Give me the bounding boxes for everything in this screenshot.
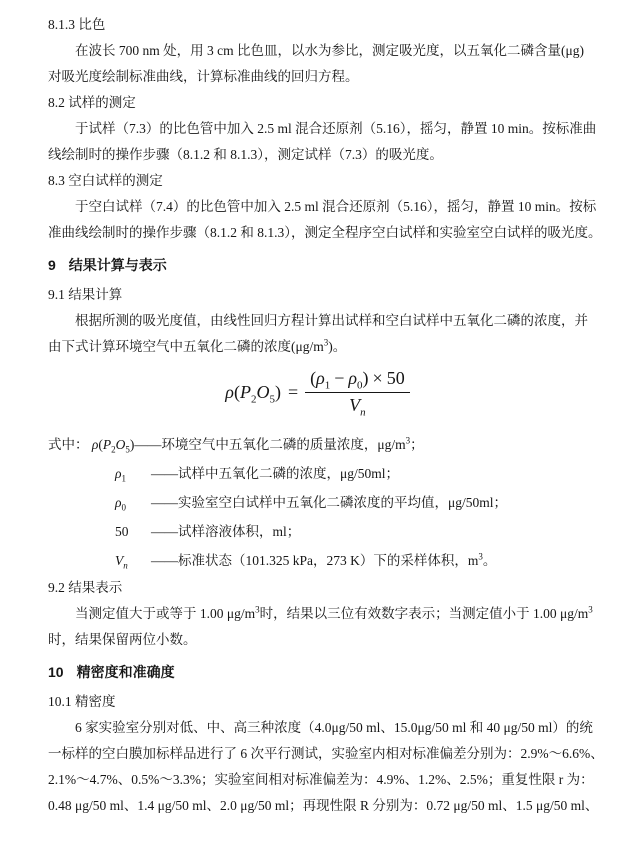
- v-symbol: V: [349, 395, 361, 415]
- rho1-symbol: ρ: [316, 368, 325, 388]
- section-number: 9: [48, 257, 56, 273]
- constant-50: 50: [115, 524, 129, 539]
- rho-symbol: ρ: [225, 381, 234, 402]
- subscript: 0: [121, 502, 126, 513]
- where-item-rho0: [48, 488, 587, 517]
- o-symbol: O: [256, 381, 270, 402]
- paren: (: [98, 437, 103, 452]
- paragraph-text: 时，结果以三位有效数字表示；当测定值小于 1.00 μg/m: [259, 606, 589, 621]
- paragraph-line: 准曲线绘制时的操作步骤（8.1.2 和 8.1.3），测定全程序空白试样和实验室空白试样的吸光度。: [48, 225, 602, 240]
- subscript: 2: [250, 393, 257, 406]
- section-heading-10: [48, 659, 587, 685]
- symbol: [115, 546, 151, 575]
- fraction-numerator: [305, 368, 410, 393]
- superscript: 3: [478, 551, 483, 562]
- where-clause-intro: [48, 430, 587, 459]
- superscript: 3: [405, 435, 411, 446]
- rho-symbol: ρ: [115, 495, 122, 510]
- section-heading-9: [48, 252, 587, 278]
- formula-lhs: [225, 381, 281, 406]
- section-heading-9-2: 9.2 结果表示: [48, 580, 123, 595]
- paren: ): [362, 368, 369, 388]
- subscript: n: [123, 560, 128, 571]
- v-symbol: V: [115, 553, 124, 568]
- em-dash: ——: [151, 466, 178, 481]
- paragraph-line: 于试样（7.3）的比色管中加入 2.5 ml 混合还原剂（5.16），摇匀，静置 10 min。按标准曲: [75, 121, 597, 136]
- paragraph-line: 6 家实验室分别对低、中、高三种浓度（4.0μg/50 ml、15.0μg/50 ml 和 40 μg/50 ml）的统: [75, 720, 593, 735]
- section-heading-8-1-3: 8.1.3 比色: [48, 17, 106, 32]
- superscript: 3: [588, 604, 593, 615]
- paragraph-line: 一标样的空白膜加标样品进行了 6 次平行测试，实验室内相对标准偏差分别为：2.9%～6.6%、: [48, 746, 604, 761]
- paragraph-text: )。: [328, 339, 347, 354]
- fraction-denominator: [305, 393, 410, 419]
- equals-sign: =: [287, 381, 299, 402]
- paren: ): [129, 437, 135, 452]
- p-symbol: P: [102, 437, 112, 452]
- superscript: 3: [323, 337, 329, 348]
- symbol-description: 试样中五氧化二磷的浓度，μg/50ml；: [178, 466, 399, 481]
- minus-sign: −: [334, 368, 345, 388]
- section-title: 精密度和准确度: [76, 664, 175, 680]
- subscript: 2: [111, 444, 116, 455]
- paragraph-line: 0.48 μg/50 ml、1.4 μg/50 ml、2.0 μg/50 ml；再现性限 R 分别为：0.72 μg/50 ml、1.5 μg/50 ml、: [48, 798, 599, 813]
- p-symbol: P: [239, 381, 251, 402]
- em-dash: ——: [134, 437, 162, 452]
- constant-50: 50: [386, 368, 405, 388]
- section-heading-10-1: 10.1 精密度: [48, 694, 116, 709]
- paragraph-line: [48, 334, 587, 360]
- section-title: 结果计算与表示: [68, 257, 167, 273]
- symbol: [115, 488, 151, 517]
- where-label: 式中：: [48, 437, 89, 452]
- rho0-symbol: ρ: [348, 368, 358, 388]
- paren: (: [310, 368, 317, 388]
- paragraph-line: 对吸光度绘制标准曲线，计算标准曲线的回归方程。: [48, 69, 359, 84]
- paragraph-line: 在波长 700 nm 处，用 3 cm 比色皿，以水为参比，测定吸光度，以五氧化二磷含量(μg): [75, 43, 584, 58]
- paragraph-line: 于空白试样（7.4）的比色管中加入 2.5 ml 混合还原剂（5.16），摇匀，静置 10 min。按标: [75, 199, 597, 214]
- em-dash: ——: [151, 495, 178, 510]
- fraction: [305, 368, 410, 419]
- paragraph-line: 2.1%～4.7%、0.5%～3.3%；实验室间相对标准偏差为：4.9%、1.2%、2.5%；重复性限 r 为：: [48, 772, 594, 787]
- symbol-description: 实验室空白试样中五氧化二磷浓度的平均值，μg/50ml；: [178, 495, 507, 510]
- subscript: 5: [125, 444, 130, 455]
- o-symbol: O: [115, 437, 126, 452]
- section-heading-8-2: 8.2 试样的测定: [48, 95, 136, 110]
- subscript: 5: [269, 393, 275, 406]
- section-heading-9-1: 9.1 结果计算: [48, 287, 123, 302]
- where-item-rho1: [48, 459, 587, 488]
- symbol: [115, 459, 151, 488]
- subscript: n: [360, 406, 366, 419]
- paragraph-text: 由下式计算环境空气中五氧化二磷的浓度(μg/m: [48, 339, 324, 354]
- where-item-50: [48, 517, 587, 546]
- symbol-description: 。: [482, 553, 497, 568]
- em-dash: ——: [151, 524, 178, 539]
- section-number: 10: [48, 664, 64, 680]
- times-sign: ×: [372, 368, 383, 388]
- where-item-vn: [48, 546, 587, 575]
- symbol-description: ；: [410, 437, 424, 452]
- paragraph-line: 线绘制时的操作步骤（8.1.2 和 8.1.3），测定试样（7.3）的吸光度。: [48, 147, 443, 162]
- paragraph-text: 当测定值大于或等于 1.00 μg/m: [75, 606, 256, 621]
- rho-symbol: ρ: [91, 437, 99, 452]
- paren: ): [274, 381, 281, 402]
- formula-block: [48, 368, 587, 426]
- paren: (: [233, 381, 240, 402]
- symbol-description: 环境空气中五氧化二磷的质量浓度，μg/m: [161, 437, 406, 452]
- section-heading-8-3: 8.3 空白试样的测定: [48, 173, 163, 188]
- formula-rho-p2o5: [225, 368, 409, 419]
- subscript: 0: [357, 379, 363, 392]
- paragraph-line: 时，结果保留两位小数。: [48, 632, 197, 647]
- subscript: 1: [121, 473, 126, 484]
- subscript: 1: [324, 379, 331, 392]
- rho-symbol: ρ: [115, 466, 122, 481]
- paragraph-line: 根据所测的吸光度值，由线性回归方程计算出试样和空白试样中五氧化二磷的浓度，并: [75, 313, 588, 328]
- em-dash: ——: [151, 553, 178, 568]
- superscript: 3: [255, 604, 260, 615]
- symbol-description: 试样溶液体积，ml；: [178, 524, 301, 539]
- paragraph-line: [48, 601, 593, 627]
- symbol-description: 标准状态（101.325 kPa，273 K）下的采样体积，m: [178, 553, 479, 568]
